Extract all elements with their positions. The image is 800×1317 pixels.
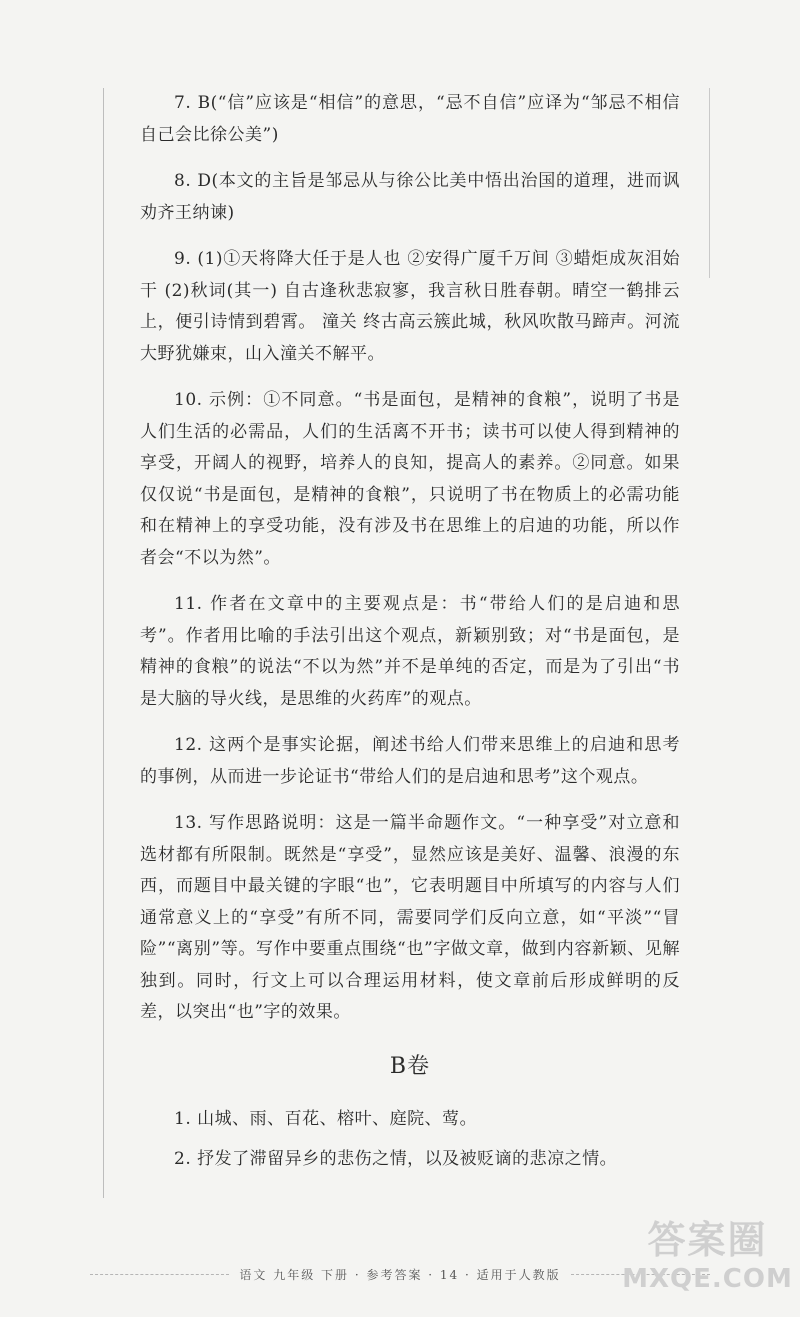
answer-13: 13. 写作思路说明：这是一篇半命题作文。“一种享受”对立意和选材都有所限制。既然是“享受”，显然应该是美好、温馨、浪漫的东西，而题目中最关键的字眼“也”，它表明题目中所填写的内容与人们通常意义上的“享受”有所不同，需要同学们反向立意，如“平淡”“冒险”“离别”等。写作中要重点围绕“也”字做文章，做到内容新颖、见解独到。同时，行文上可以合理运用材料，使文章前后形成鲜明的反差，以突出“也”字的效果。 [140, 813, 680, 1022]
section-b-answer-1: 1. 山城、雨、百花、榕叶、庭院、莺。 [174, 1108, 478, 1129]
left-margin-rule [103, 88, 104, 1198]
answer-9: 9. (1)①天将降大任于是人也 ②安得广厦千万间 ③蜡炬成灰泪始干 (2)秋词(其一) 自古逢秋悲寂寥，我言秋日胜春朝。晴空一鹤排云上，便引诗情到碧霄。 潼关 终古高云簇此城，秋风吹散马蹄声。河流大野犹嫌束，山入潼关不解平。 [140, 249, 680, 364]
answer-8: 8. D(本文的主旨是邹忌从与徐公比美中悟出治国的道理，进而讽劝齐王纳谏) [140, 171, 680, 223]
page-footer [90, 1262, 710, 1286]
answer-12: 12. 这两个是事实论据，阐述书给人们带来思维上的启迪和思考的事例，从而进一步论证书“带给人们的是启迪和思考”这个观点。 [140, 735, 680, 787]
answer-11: 11. 作者在文章中的主要观点是：书“带给人们的是启迪和思考”。作者用比喻的手法引出这个观点，新颖别致；对“书是面包，是精神的食粮”的说法“不以为然”并不是单纯的否定，而是为了引出“书是大脑的导火线，是思维的火药库”的观点。 [140, 594, 680, 709]
watermark-logo [620, 1218, 795, 1313]
right-margin-rule [709, 88, 710, 278]
answer-7: 7. B(“信”应该是“相信”的意思，“忌不自信”应译为“邹忌不相信自己会比徐公美”) [140, 93, 680, 145]
answer-10: 10. 示例：①不同意。“书是面包，是精神的食粮”，说明了书是人们生活的必需品，人们的生活离不开书；读书可以使人得到精神的享受，开阔人的视野，培养人的良知，提高人的素养。②同意。如果仅仅说“书是面包，是精神的食粮”，只说明了书在物质上的必需功能和在精神上的享受功能，没有涉及书在思维上的启迪的功能，所以作者会“不以为然”。 [140, 390, 680, 568]
answer-content [140, 88, 680, 1186]
section-b-title: B卷 [389, 1053, 431, 1079]
section-b-answer-2: 2. 抒发了滞留异乡的悲伤之情，以及被贬谪的悲凉之情。 [174, 1148, 618, 1169]
watermark-logo-text: 答案圈 [647, 1218, 768, 1262]
footer-divider-left [90, 1274, 229, 1275]
watermark-url: MXQE.COM [622, 1264, 793, 1294]
footer-text: 语文 九年级 下册 · 参考答案 · 14 · 适用于人教版 [239, 1267, 561, 1282]
